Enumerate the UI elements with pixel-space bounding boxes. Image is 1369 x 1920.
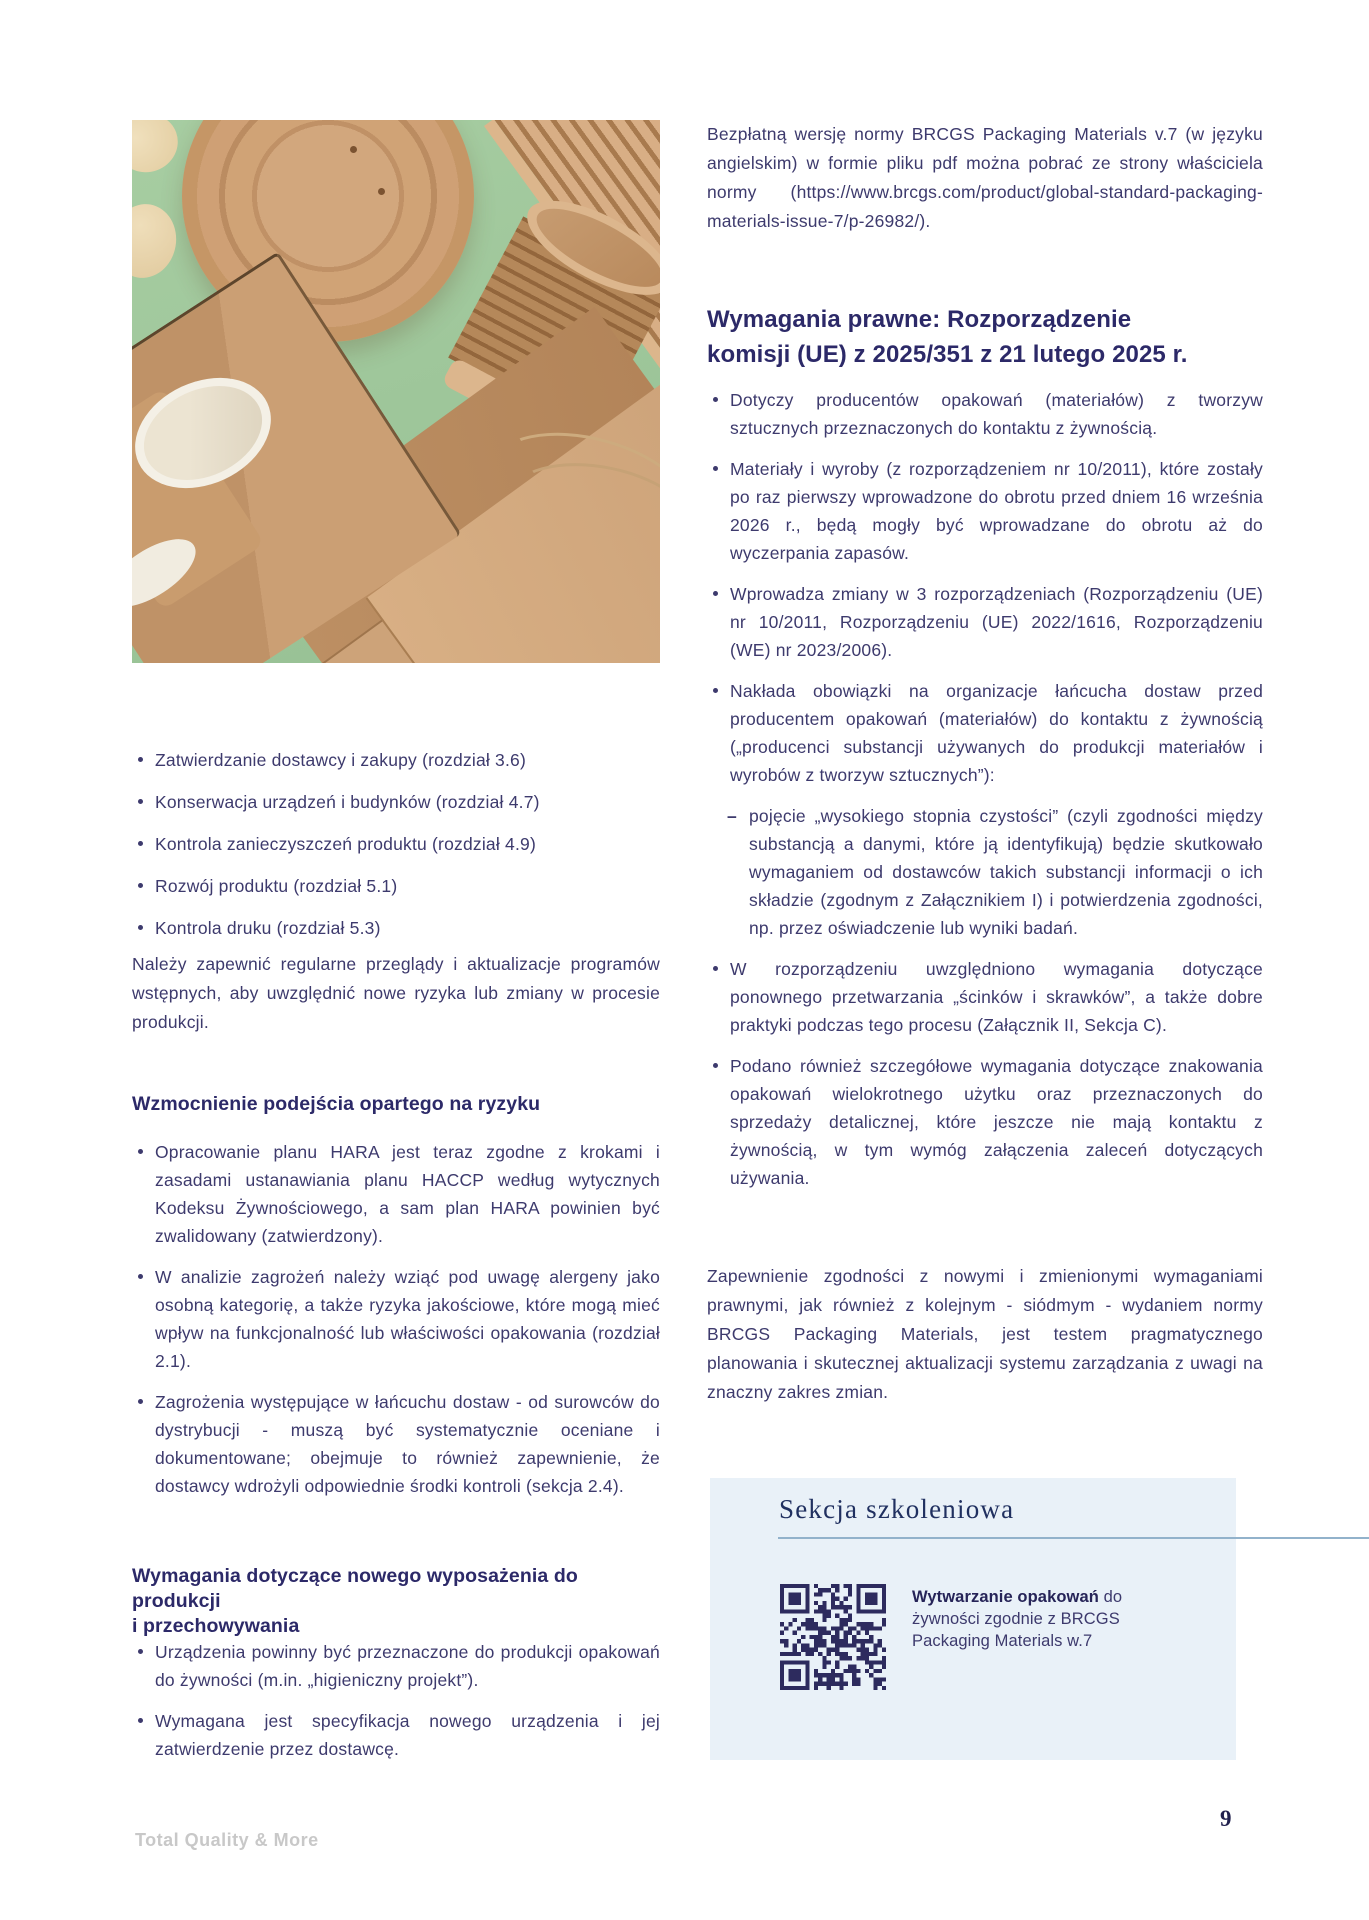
list-item: Rozwój produktu (rozdział 5.1) (132, 872, 660, 900)
list-item: W analizie zagrożeń należy wziąć pod uwagę alergeny jako osobną kategorię, a także ryzyka jakościowe, które mogą mieć wpływ na funkcjonalność lub właściwości opakowania (rozdział 2.1). (132, 1263, 660, 1375)
training-section-title: Sekcja szkoleniowa (779, 1494, 1015, 1524)
page-number: 9 (1220, 1806, 1232, 1831)
footer-brand: Total Quality & More (135, 1830, 319, 1850)
intro-text: Bezpłatną wersję normy BRCGS Packaging Materials v.7 (w języku angielskim) w formie pliku pdf można pobrać ze strony właściciela normy ( (707, 124, 1263, 202)
eco-packaging-photo (132, 120, 660, 663)
list-item: Podano również szczegółowe wymagania dotyczące znakowania opakowań wielokrotnego użytku oraz przeznaczonych do sprzedaży detalicznej, które jeszcze nie mają kontaktu z żywnością, w tym wymóg załączenia zaleceń dotyczących używania. (707, 1052, 1263, 1192)
chapter-bullet-list (132, 746, 660, 956)
brcgs-url-link[interactable]: https://www.brcgs.com/product/global-standard-packaging-materials-issue-7/p-26982/ (707, 182, 1263, 231)
heading-line: Wymagania prawne: Rozporządzenie (707, 306, 1132, 333)
intro-text-end: ). (919, 211, 931, 231)
list-item: Dotyczy producentów opakowań (materiałów) z tworzyw sztucznych przeznaczonych do kontaktu z żywnością. (707, 386, 1263, 442)
list-item: Wprowadza zmiany w 3 rozporządzeniach (Rozporządzeniu (UE) nr 10/2011, Rozporządzeniu (UE) 2022/1616, Rozporządzeniu (WE) nr 2023/2006). (707, 580, 1263, 664)
paper-lid (132, 199, 182, 283)
closing-paragraph: Zapewnienie zgodności z nowymi i zmienionymi wymaganiami prawnymi, jak również z kolejnym - siódmym - wydaniem normy BRCGS Packaging Materials, jest testem pragmatycznego planowania i skutecznej aktualizacji systemu zarządzania z uwagi na znaczny zakres zmian. (707, 1266, 1263, 1402)
equipment-bullet-list (132, 1638, 660, 1776)
qr-code-icon (780, 1584, 886, 1690)
list-item: Wymagana jest specyfikacja nowego urządzenia i jej zatwierdzenie przez dostawcę. (132, 1707, 660, 1763)
list-item: Zatwierdzanie dostawcy i zakupy (rozdział 3.6) (132, 746, 660, 774)
paper-lid (132, 120, 186, 181)
list-item: Konserwacja urządzeń i budynków (rozdział 4.7) (132, 788, 660, 816)
heading-line: komisji (UE) z 2025/351 z 21 lutego 2025 r. (707, 341, 1188, 368)
list-item: Opracowanie planu HARA jest teraz zgodne z krokami i zasadami ustanawiania planu HACCP według wytycznych Kodeksu Żywnościowego, a sam plan HARA powinien być zwalidowany (zatwierdzony). (132, 1138, 660, 1250)
risk-bullet-list (132, 1138, 660, 1513)
list-item: Nakłada obowiązki na organizacje łańcucha dostaw przed producentem opakowań (materiałów) do kontaktu z żywnością („producenci substancji używanych do produkcji materiałów i wyrobów z tworzyw sztucznych”): (707, 677, 1263, 789)
heading-line: i przechowywania (132, 1615, 300, 1637)
list-item: Zagrożenia występujące w łańcuchu dostaw - od surowców do dystrybucji - muszą być systematycznie oceniane i dokumentowane; obejmuje to również zapewnienie, że dostawcy wdrożyli odpowiednie środki kontroli (sekcja 2.4). (132, 1388, 660, 1500)
equipment-section-heading (132, 1564, 660, 1639)
intro-paragraph (707, 120, 1263, 236)
sub-list-item: – pojęcie „wysokiego stopnia czystości” (czyli zgodności między substancją a danymi, które ją identyfikują) będzie skutkowało wymaganiem od dostawców takich substancji informacji o ich składzie (zgodnym z Załącznikiem I) i potwierdzenia zgodności, np. przez oświadczenie lub wyniki badań. (707, 802, 1263, 942)
qr-code (780, 1584, 886, 1690)
training-course-link[interactable] (912, 1586, 1154, 1652)
list-item: Kontrola druku (rozdział 5.3) (132, 914, 660, 942)
legal-bullet-list (707, 386, 1263, 1205)
heading-line: Wymagania dotyczące nowego wyposażenia do produkcji (132, 1565, 578, 1612)
list-item: Materiały i wyroby (z rozporządzeniem nr 10/2011), które zostały po raz pierwszy wprowadzone do obrotu przed dniem 16 września 2026 r., będą mogły być wprowadzane do obrotu aż do wyczerpania zapasów. (707, 455, 1263, 567)
prerequisite-paragraph: Należy zapewnić regularne przeglądy i aktualizacje programów wstępnych, aby uwzględnić nowe ryzyka lub zmiany w procesie produkcji. (132, 954, 660, 1032)
course-title-rest: do żywności zgodnie z BRCGS Packaging Materials w.7 (912, 1588, 1123, 1650)
list-item: Urządzenia powinny być przeznaczone do produkcji opakowań do żywności (m.in. „higieniczny projekt”). (132, 1638, 660, 1694)
legal-section-heading (707, 302, 1263, 372)
risk-section-heading: Wzmocnienie podejścia opartego na ryzyku (132, 1093, 541, 1115)
list-item: Kontrola zanieczyszczeń produktu (rozdział 4.9) (132, 830, 660, 858)
training-section-divider (778, 1537, 1369, 1539)
list-item: W rozporządzeniu uwzględniono wymagania dotyczące ponownego przetwarzania „ścinków i skrawków”, a także dobre praktyki podczas tego procesu (Załącznik II, Sekcja C). (707, 955, 1263, 1039)
course-title-bold: Wytwarzanie opakowań (912, 1588, 1099, 1606)
